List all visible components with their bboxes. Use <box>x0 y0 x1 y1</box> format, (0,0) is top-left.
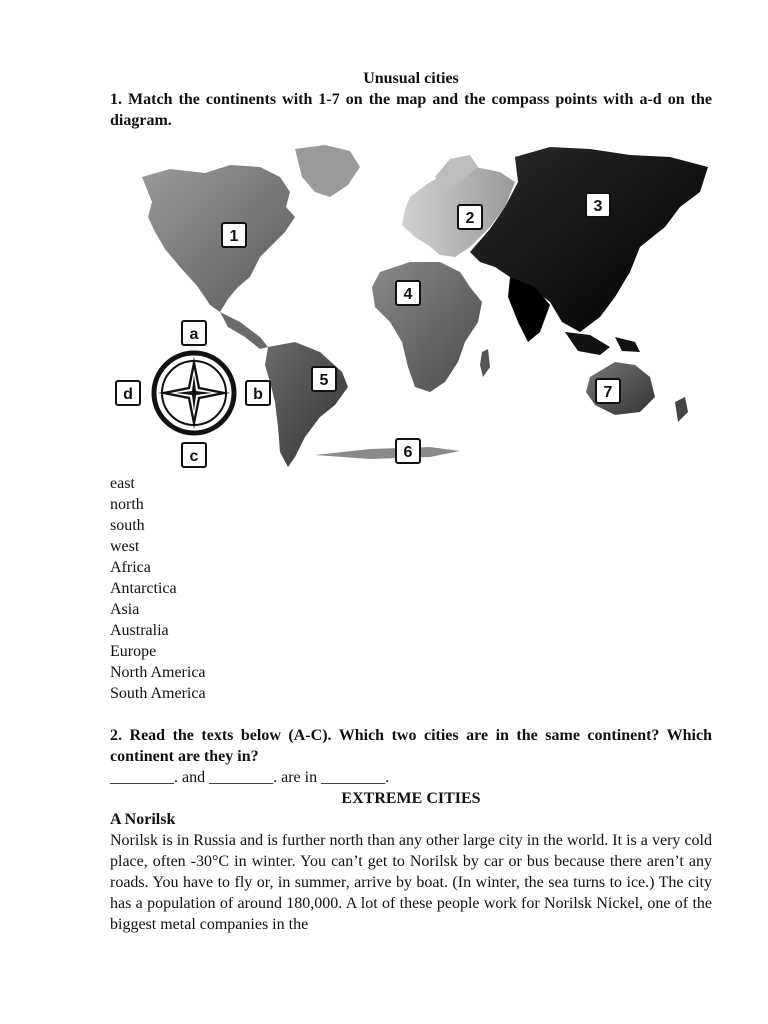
compass-label-a-text: a <box>189 326 199 343</box>
compass-label-d-text: d <box>123 386 133 403</box>
map-label-1 <box>222 223 246 247</box>
word-list-item: Asia <box>110 601 140 618</box>
map-label-6-text: 6 <box>403 444 413 461</box>
word-list-item: north <box>110 496 144 513</box>
map-label-6 <box>396 439 420 463</box>
map-label-3-text: 3 <box>593 198 603 215</box>
task2-instruction: 2. Read the texts below (A-C). Which two cities are in the same continent? Which continent are they in? <box>110 727 712 765</box>
compass-label-c-text: c <box>189 448 199 465</box>
map-label-5 <box>312 367 336 391</box>
word-list-item: Europe <box>110 643 157 660</box>
north-america-shape <box>142 165 295 312</box>
section-title: EXTREME CITIES <box>341 790 481 807</box>
africa-shape <box>372 262 482 392</box>
south-america-shape <box>265 342 348 467</box>
map-label-4-text: 4 <box>403 286 413 303</box>
text-a-body: Norilsk is in Russia and is further north than any other large city in the world. It is a very cold place, often -30°C in winter. You can’t get to Norilsk by car or bus because there aren’t any roads. You have to fly or, in summer, arrive by boat. (In winter, the sea turns to ice.) The city has a population of around 180,000. A lot of these people work for Norilsk Nickel, one of the biggest metal companies in the <box>110 832 712 933</box>
new-zealand-shape <box>675 397 688 422</box>
compass-label-a <box>182 321 206 345</box>
task2-answer-line: ________. and ________. are in ________. <box>110 769 390 786</box>
word-list-item: South America <box>110 685 206 702</box>
text-a-heading: A Norilsk <box>110 811 176 828</box>
spacer <box>110 704 712 725</box>
worksheet-page <box>110 68 712 935</box>
map-label-2 <box>458 205 482 229</box>
madagascar-shape <box>480 349 490 377</box>
map-label-4 <box>396 281 420 305</box>
compass-label-d <box>116 381 140 405</box>
map-label-7 <box>596 379 620 403</box>
task1-instruction: 1. Match the continents with 1-7 on the map and the compass points with a-d on the diagram. <box>110 91 712 129</box>
world-map <box>110 137 712 473</box>
asia-shape <box>470 147 708 332</box>
map-label-1-text: 1 <box>229 228 239 245</box>
word-list-item: North America <box>110 664 206 681</box>
antarctica-shape <box>315 447 460 459</box>
map-label-5-text: 5 <box>319 372 329 389</box>
world-map-figure <box>110 137 712 473</box>
word-list <box>110 473 712 704</box>
word-list-item: east <box>110 475 135 492</box>
compass-label-b-text: b <box>253 386 263 403</box>
map-label-7-text: 7 <box>603 384 613 401</box>
central-america-shape <box>220 312 268 349</box>
greenland-shape <box>295 145 360 197</box>
word-list-item: Australia <box>110 622 169 639</box>
word-list-item: Africa <box>110 559 151 576</box>
word-list-item: west <box>110 538 140 555</box>
compass-label-b <box>246 381 270 405</box>
worksheet-title: Unusual cities <box>363 70 459 87</box>
word-list-item: south <box>110 517 145 534</box>
southeast-asia-islands-shape <box>565 332 640 355</box>
word-list-item: Antarctica <box>110 580 177 597</box>
map-label-2-text: 2 <box>465 210 475 227</box>
compass-label-c <box>182 443 206 467</box>
compass-icon <box>154 353 234 433</box>
map-label-3 <box>586 193 610 217</box>
